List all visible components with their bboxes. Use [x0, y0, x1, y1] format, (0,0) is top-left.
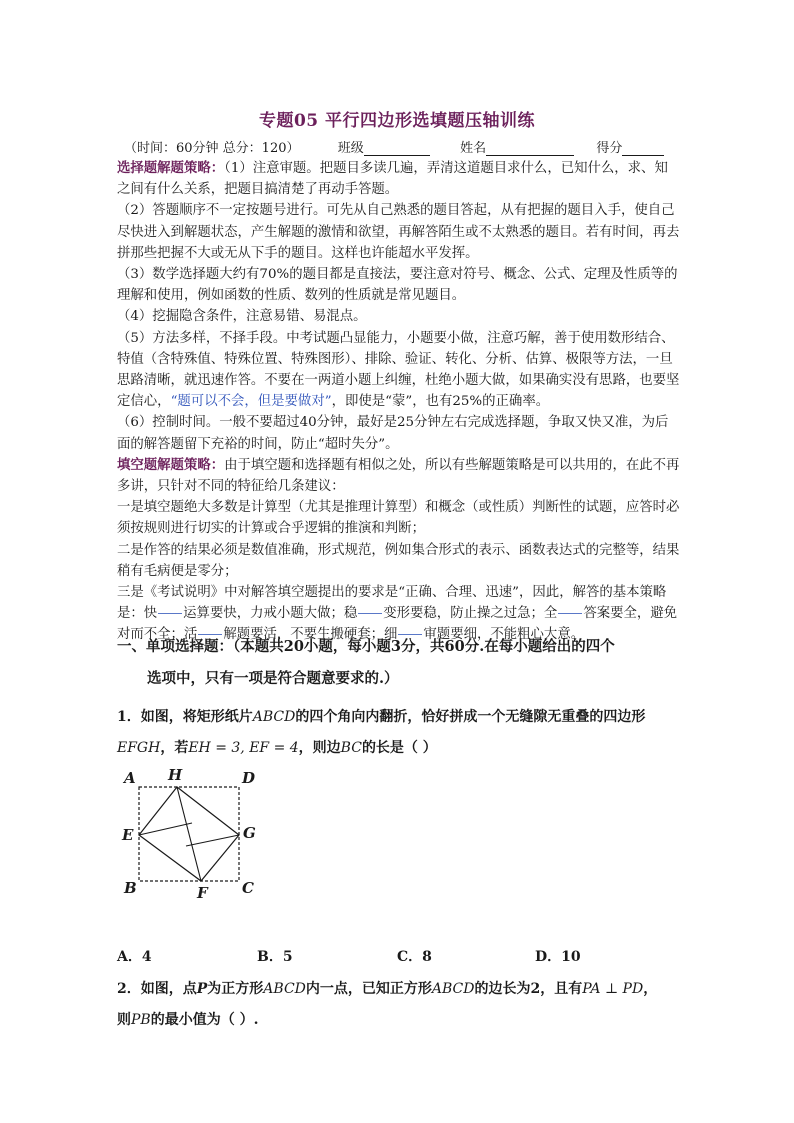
fold-line-hf	[177, 787, 201, 881]
name-label: 姓名	[460, 141, 487, 156]
choice-strategy-p2: （2）答题顺序不一定按题号进行。可先从自己熟悉的题目答起，从有把握的题目入手，使自己尽快进入到解题状态，产生解题的激情和欲望，再解答陌生或不太熟悉的题目。若有时间，再去拼那些把握不大或无从下手的题目。这样也许能超水平发挥。	[117, 203, 680, 261]
question-1-line1: 1．如图，将矩形纸片ABCD的四个角向内翻折，恰好拼成一个无缝隙无重叠的四边形	[117, 709, 646, 725]
fill-strategy-p3: 二是作答的结果必须是数值准确，形式规范，例如集合形式的表示、函数表达式的完整等，结果稍有毛病便是零分；	[117, 542, 680, 579]
class-label: 班级	[337, 141, 364, 156]
question-1-line2: EFGH，若EH = 3, EF = 4，则边BC的长是（ ）	[117, 740, 437, 756]
option-a[interactable]: A．4	[117, 949, 152, 965]
score-label: 得分	[596, 141, 623, 156]
dash-rule	[558, 613, 582, 614]
label-f: F	[197, 884, 208, 902]
section-heading	[117, 636, 697, 690]
choice-strategy-p4: （4）挖掘隐含条件，注意易错、易混点。	[117, 309, 367, 325]
choice-strategy-p6: （6）控制时间。一般不要超过40分钟，最好是25分钟左右完成选择题，争取又快又准，为后面的解答题留下充裕的时间，防止“超时失分”。	[117, 415, 669, 452]
question-1-figure	[118, 762, 268, 902]
fill-strategy-p4: 三是《考试说明》中对解答填空题提出的要求是“正确、合理、迅速”，因此，解答的基本策略是：快 运算要快，力戒小题大做；稳 变形要稳，防止操之过急；全 答案要全，避免对而不全；活 解题要活，不要生搬硬套；细 审题要细，不能粗心大意。	[117, 585, 678, 643]
name-blank[interactable]	[486, 143, 574, 156]
class-blank[interactable]	[364, 143, 430, 156]
exam-meta	[124, 137, 664, 156]
choice-strategy-p1: 选择题解题策略：（1）注意审题。把题目多读几遍，弄清这道题目求什么，已知什么，求、知之间有什么关系，把题目搞清楚了再动手答题。	[117, 160, 668, 198]
section-heading-line1: 一、单项选择题：（本题共20小题，每小题3分，共60分.在每小题给出的四个	[117, 638, 615, 655]
question-2-line1: 2．如图，点P为正方形ABCD内一点，已知正方形ABCD的边长为2，且有PA ⊥ PD，	[117, 981, 658, 997]
quote-text: “题可以不会，但是要做对”	[170, 394, 332, 410]
label-c: C	[242, 879, 254, 897]
option-d[interactable]: D．10	[535, 949, 581, 965]
choice-strategy-p5: （5）方法多样，不择手段。中考试题凸显能力，小题要小做，注意巧解，善于使用数形结合、特值（含特殊值、特殊位置、特殊图形）、排除、验证、转化、分析、估算、极限等方法，一旦思路清晰，就迅速作答。不要在一两道小题上纠缠，杜绝小题大做，如果确实没有思路，也要坚定信心，“题可以不会，但是要做对”，即使是“蒙”，也有25%的正确率。	[117, 330, 680, 410]
score-blank[interactable]	[622, 143, 664, 156]
label-d: D	[242, 769, 256, 787]
strategy-section	[117, 158, 681, 646]
label-g: G	[243, 824, 256, 842]
label-b: B	[124, 879, 137, 897]
dash-rule	[158, 613, 182, 614]
option-c[interactable]: C．8	[397, 949, 432, 965]
choice-strategy-heading: 选择题解题策略：	[117, 160, 225, 176]
choice-strategy-p3: （3）数学选择题大约有70%的题目都是直接法，要注意对符号、概念、公式、定理及性质等的理解和使用，例如函数的性质、数列的性质就是常见题目。	[117, 267, 678, 304]
dash-rule	[358, 613, 382, 614]
label-h: H	[168, 766, 183, 784]
page-title: 专题05 平行四边形选填题压轴训练	[258, 111, 536, 131]
label-e: E	[122, 826, 134, 844]
fill-strategy-p1: 填空题解题策略：由于填空题和选择题有相似之处，所以有些解题策略是可以共用的，在此不再多讲，只针对不同的特征给几条建议：	[117, 456, 680, 495]
question-2-line2: 则PB的最小值为（ ）.	[117, 1012, 259, 1028]
time-info: （时间：60分钟 总分：120）	[124, 141, 300, 156]
fill-strategy-p2: 一是填空题绝大多数是计算型（尤其是推理计算型）和概念（或性质）判断性的试题，应答时必须按规则进行切实的计算或合乎逻辑的推演和判断；	[117, 500, 680, 537]
section-heading-line2: 选项中，只有一项是符合题意要求的.）	[147, 670, 399, 687]
label-a: A	[124, 769, 136, 787]
fill-strategy-heading: 填空题解题策略：	[117, 456, 225, 473]
option-b[interactable]: B．5	[257, 949, 293, 965]
